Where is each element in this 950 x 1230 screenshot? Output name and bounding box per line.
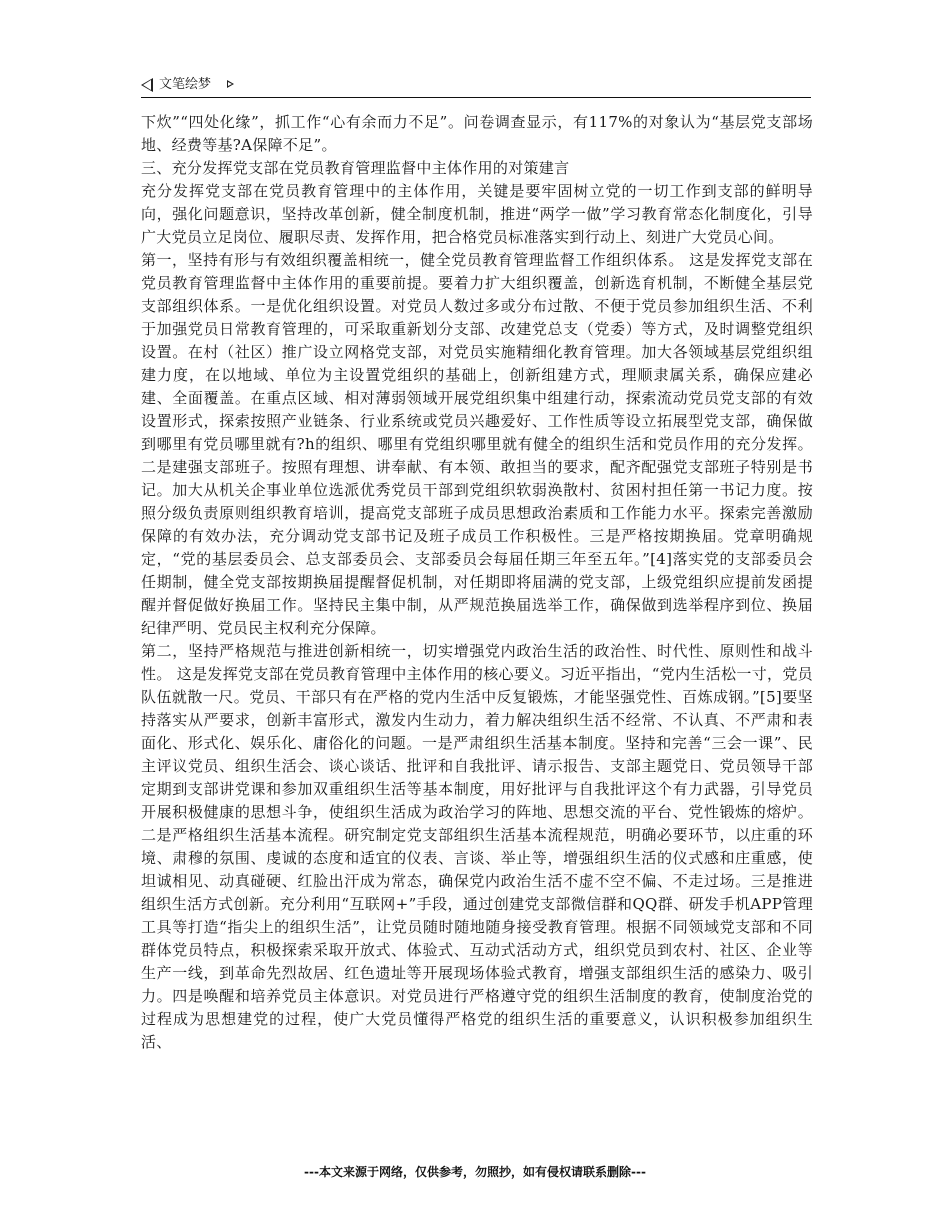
section-heading: 三、充分发挥党支部在党员教育管理监督中主体作用的对策建言: [141, 159, 570, 177]
paragraph-second-point: 第二，坚持严格规范与推进创新相统一，切实增强党内政治生活的政治性、时代性、原则性和战斗性。 这是发挥党支部在党员教育管理中主体作用的核心要义。习近平指出，“党内生活松一寸，党员队伍就散一尺。党员、干部只有在严格的党内生活中反复锻炼，才能坚强党性、百炼成钢。”[5]要坚持落实从严要求，创新丰富形式，激发内生动力，着力解决组织生活不经常、不认真、不严肃和表面化、形式化、娱乐化、庸俗化的问题。一是严肃组织生活基本制度。坚持和完善“三会一课”、民主评议党员、组织生活会、谈心谈话、批评和自我批评、请示报告、支部主题党日、党员领导干部定期到支部讲党课和参加双重组织生活等基本制度，用好批评与自我批评这个有力武器，引导党员开展积极健康的思想斗争，使组织生活成为政治学习的阵地、思想交流的平台、党性锻炼的熔炉。二是严格组织生活基本流程。研究制定党支部组织生活基本流程规范，明确必要环节，以庄重的环境、肃穆的氛围、虔诚的态度和适宜的仪表、言谈、举止等，增强组织生活的仪式感和庄重感，使坦诚相见、动真碰硬、红脸出汗成为常态，确保党内政治生活不虚不空不偏、不走过场。三是推进组织生活方式创新。充分利用“互联网+”手段，通过创建党支部微信群和QQ群、研发手机APP管理工具等打造“指尖上的组织生活”，让党员随时随地随身接受教育管理。根据不同领域党支部和不同群体党员特点，积极探索采取开放式、体验式、互动式活动方式，组织党员到农村、社区、企业等生产一线，到革命先烈故居、红色遗址等开展现场体验式教育，增强支部组织生活的感染力、吸引力。四是唤醒和培养党员主体意识。对党员进行严格遵守党的组织生活制度的教育，使制度治党的过程成为思想建党的过程，使广大党员懂得严格党的组织生活的重要意义，认识积极参加组织生活、: [141, 642, 813, 1051]
page-header: [141, 76, 811, 96]
document-body: [141, 111, 813, 1054]
triangle-left-icon: [141, 78, 153, 92]
triangle-right-icon: [227, 80, 234, 88]
paragraph-continuation: 下炊”“四处化缘”，抓工作“心有余而力不足”。问卷调查显示，有117%的对象认为“基层党支部场地、经费等基?A保障不足”。: [141, 113, 813, 154]
paragraph-first-point: 第一，坚持有形与有效组织覆盖相统一，健全党员教育管理监督工作组织体系。 这是发挥党支部在党员教育管理监督中主体作用的重要前提。要着力扩大组织覆盖，创新选育机制，不断健全基层党支部组织体系。一是优化组织设置。对党员人数过多或分布过散、不便于党员参加组织生活、不利于加强党员日常教育管理的，可采取重新划分支部、改建党总支（党委）等方式，及时调整党组织设置。在村（社区）推广设立网格党支部，对党员实施精细化教育管理。加大各领域基层党组织组建力度，在以地域、单位为主设置党组织的基础上，创新组建方式，理顺隶属关系，确保应建必建、全面覆盖。在重点区域、相对薄弱领域开展党组织集中组建行动，探索流动党员党支部的有效设置形式，探索按照产业链条、行业系统或党员兴趣爱好、工作性质等设立拓展型党支部，确保做到哪里有党员哪里就有?h的组织、哪里有党组织哪里就有健全的组织生活和党员作用的充分发挥。二是建强支部班子。按照有理想、讲奉献、有本领、敢担当的要求，配齐配强党支部班子特别是书记。加大从机关企事业单位选派优秀党员干部到党组织软弱涣散村、贫困村担任第一书记力度。按照分级负责原则组织教育培训，提高党支部班子成员思想政治素质和工作能力水平。探索完善激励保障的有效办法，充分调动党支部书记及班子成员工作积极性。三是严格按期换届。党章明确规定，“党的基层委员会、总支部委员会、支部委员会每届任期三年至五年。”[4]落实党的支部委员会任期制，健全党支部按期换届提醒督促机制，对任期即将届满的党支部，上级党组织应提前发函提醒并督促做好换届工作。坚持民主集中制，从严规范换届选举工作，确保做到选举程序到位、换届纪律严明、党员民主权利充分保障。: [141, 251, 813, 637]
footer-disclaimer: ---本文来源于网络，仅供参考，勿照抄，如有侵权请联系删除---: [304, 1165, 646, 1179]
brand-name: 文笔绘梦: [159, 77, 212, 92]
paragraph-intro: 充分发挥党支部在党员教育管理中的主体作用，关键是要牢固树立党的一切工作到支部的鲜明导向，强化问题意识，坚持改革创新，健全制度机制，推进“两学一做”学习教育常态化制度化，引导广大党员立足岗位、履职尽责、发挥作用，把合格党员标准落实到行动上、刻进广大党员心间。: [141, 182, 813, 246]
header-divider: [141, 97, 811, 98]
